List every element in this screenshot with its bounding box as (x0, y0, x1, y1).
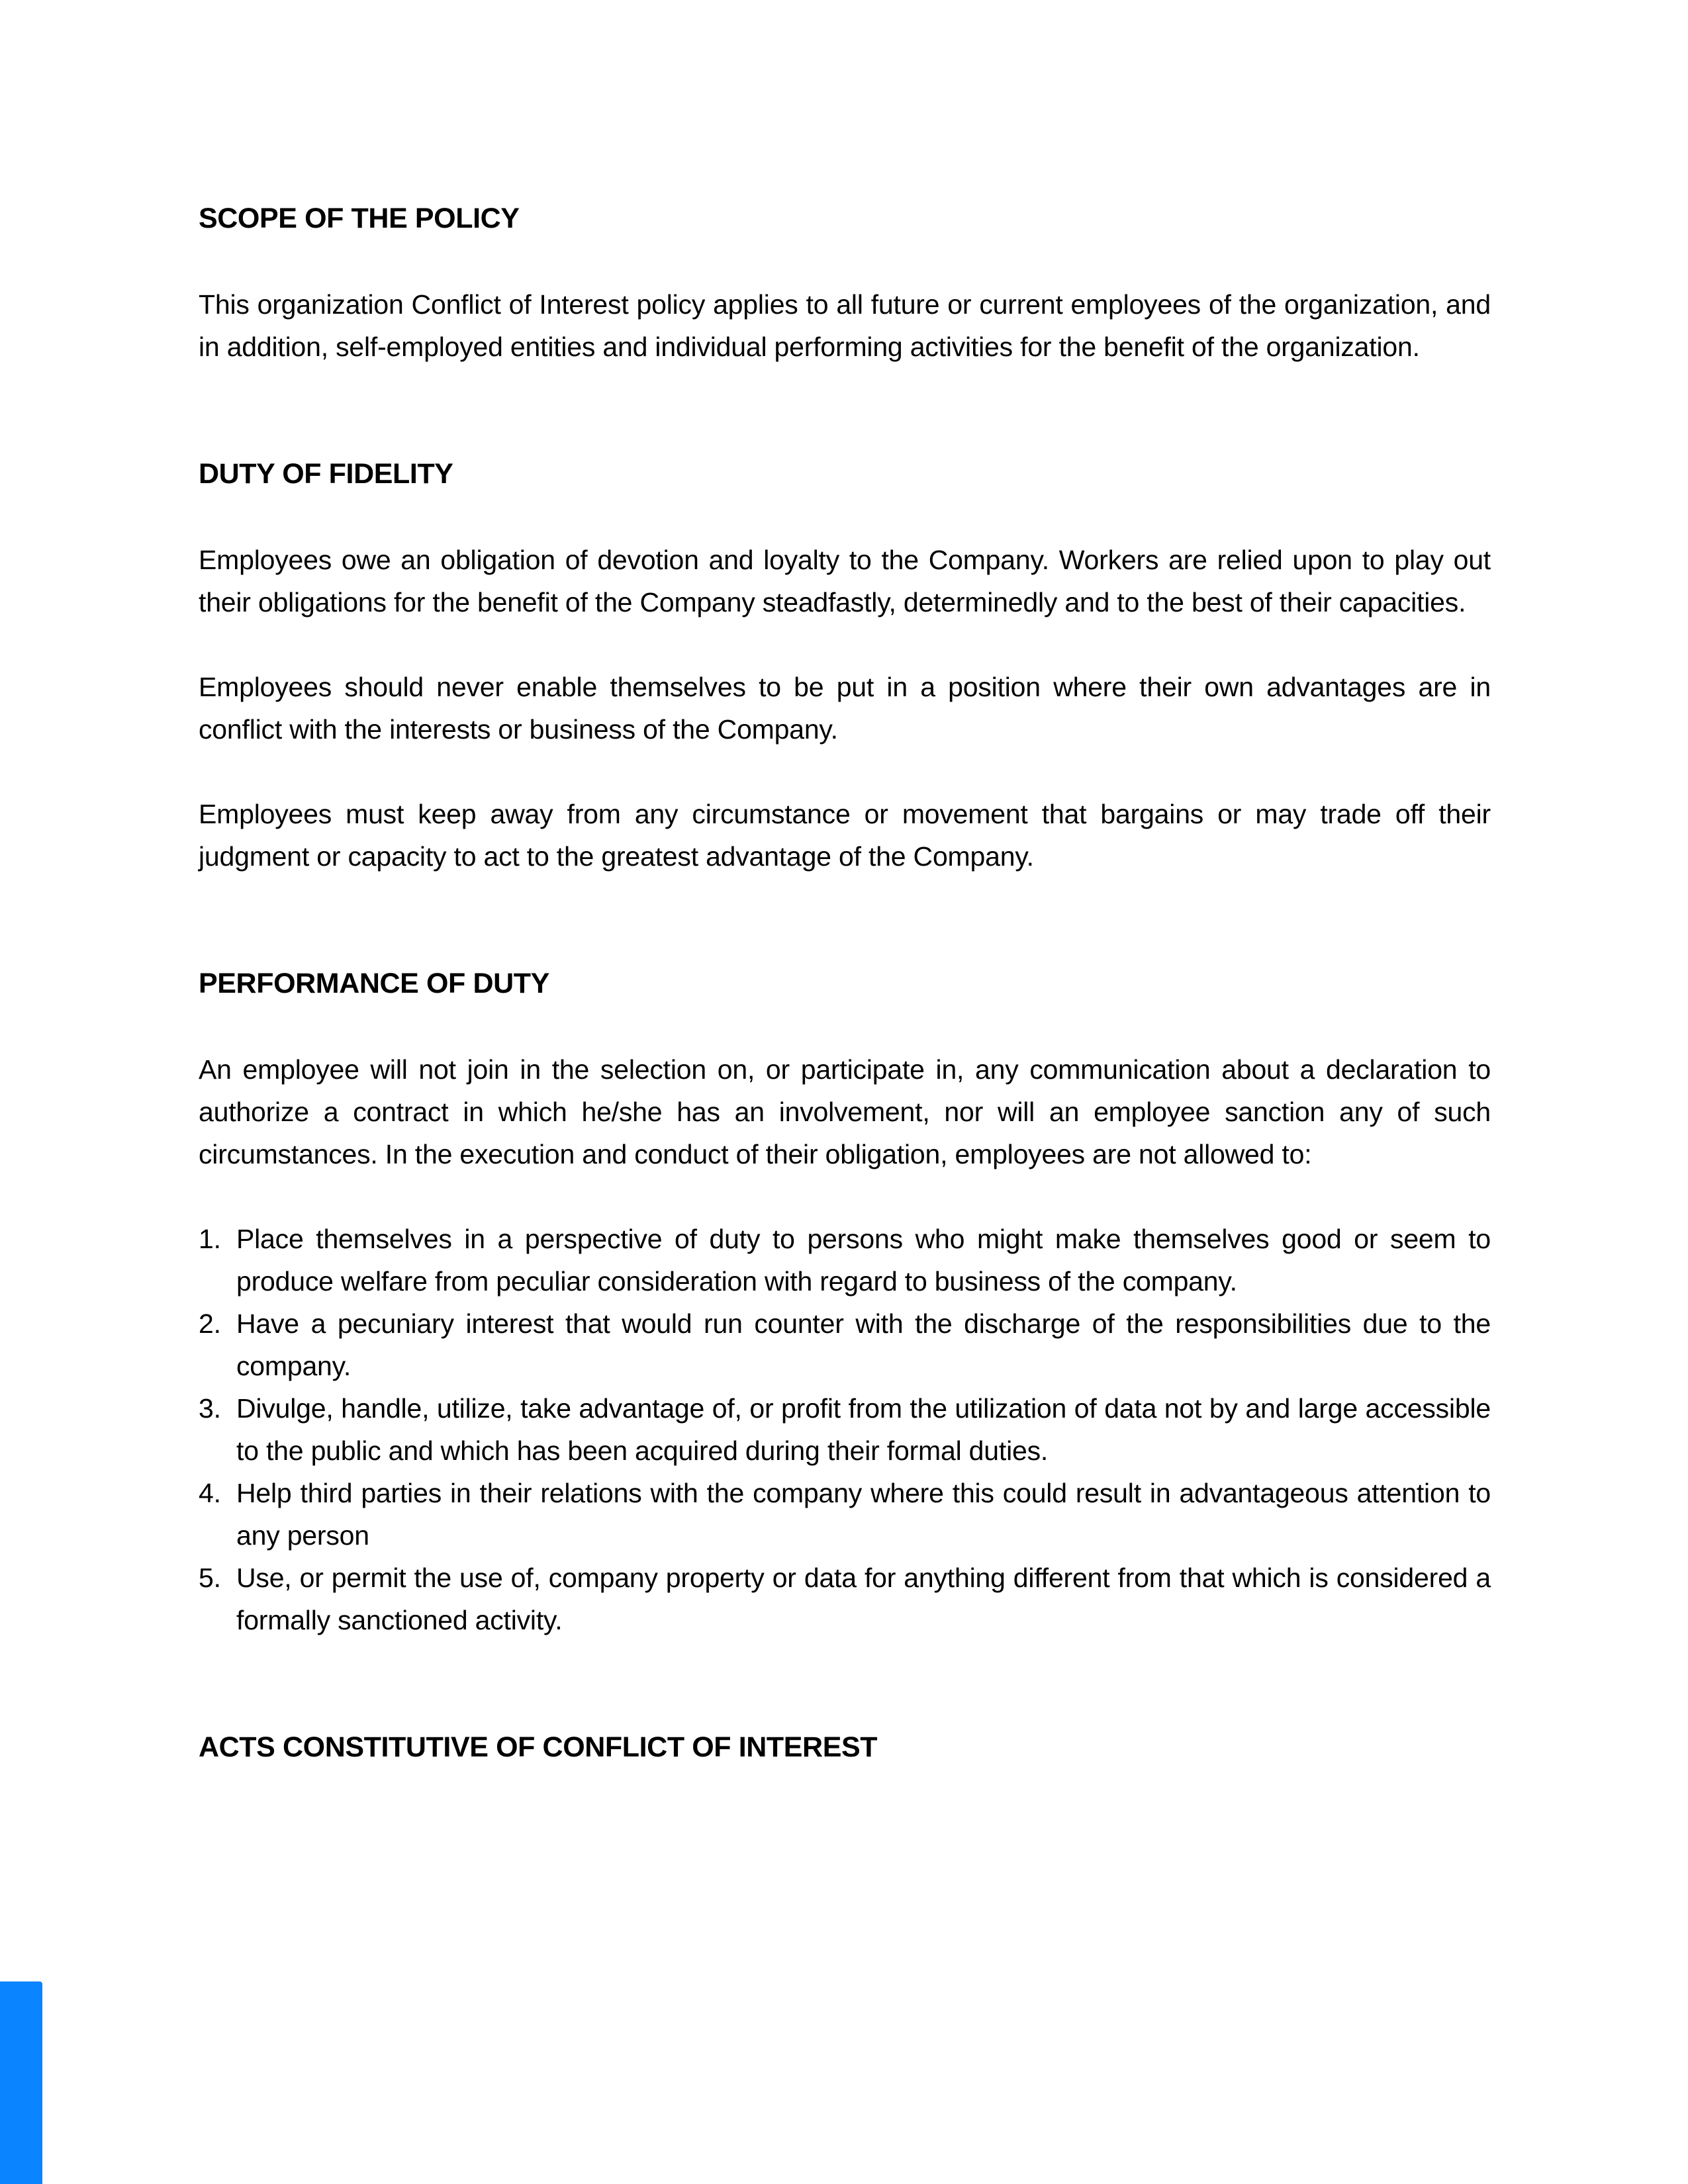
fidelity-paragraph-3: Employees must keep away from any circumstance or movement that bargains or may trade off their judgment or capacity to act to the greatest advantage of the Company. (199, 799, 1491, 872)
section-heading-scope: SCOPE OF THE POLICY (199, 203, 520, 234)
fidelity-paragraph-2: Employees should never enable themselves to be put in a position where their own advantages are in conflict with the interests or business of the Company. (199, 672, 1491, 745)
list-item-text: Use, or permit the use of, company property or data for anything different from that which is considered a formally sanctioned activity. (236, 1563, 1491, 1635)
section-heading-fidelity: DUTY OF FIDELITY (199, 458, 453, 490)
list-item-number: 1. (199, 1224, 221, 1254)
list-item (199, 1557, 1491, 1641)
list-item-number: 2. (199, 1308, 221, 1339)
prohibited-actions-list (199, 1218, 1491, 1641)
list-item (199, 1472, 1491, 1557)
section-heading-performance: PERFORMANCE OF DUTY (199, 968, 549, 999)
list-item-text: Divulge, handle, utilize, take advantage of, or profit from the utilization of data not by and large accessible to the public and which has been acquired during their formal duties. (236, 1393, 1491, 1466)
list-item-text: Have a pecuniary interest that would run counter with the discharge of the responsibilities due to the company. (236, 1308, 1491, 1381)
section-heading-acts: ACTS CONSTITUTIVE OF CONFLICT OF INTEREST (199, 1731, 878, 1763)
list-item-text: Place themselves in a perspective of duty to persons who might make themselves good or seem to produce welfare from peculiar consideration with regard to business of the company. (236, 1224, 1491, 1297)
list-item (199, 1218, 1491, 1302)
document-page (199, 197, 1491, 1768)
list-item-text: Help third parties in their relations with the company where this could result in advantageous attention to any person (236, 1478, 1491, 1551)
list-item (199, 1387, 1491, 1472)
performance-paragraph: An employee will not join in the selection on, or participate in, any communication about a declaration to authorize a contract in which he/she has an involvement, nor will an employee sanction any of such circumstances. In the execution and conduct of their obligation, employees are not allowed to: (199, 1054, 1491, 1169)
list-item-number: 4. (199, 1478, 221, 1508)
list-item-number: 5. (199, 1563, 221, 1593)
scope-paragraph: This organization Conflict of Interest policy applies to all future or current employees of the organization, and in addition, self-employed entities and individual performing activities for the benefit of the organization. (199, 289, 1491, 362)
list-item-number: 3. (199, 1393, 221, 1424)
list-item (199, 1302, 1491, 1387)
fidelity-paragraph-1: Employees owe an obligation of devotion and loyalty to the Company. Workers are relied upon to play out their obligations for the benefit of the Company steadfastly, determinedly and to the best of their capacities. (199, 545, 1491, 617)
side-accent-bar (0, 1981, 42, 2184)
